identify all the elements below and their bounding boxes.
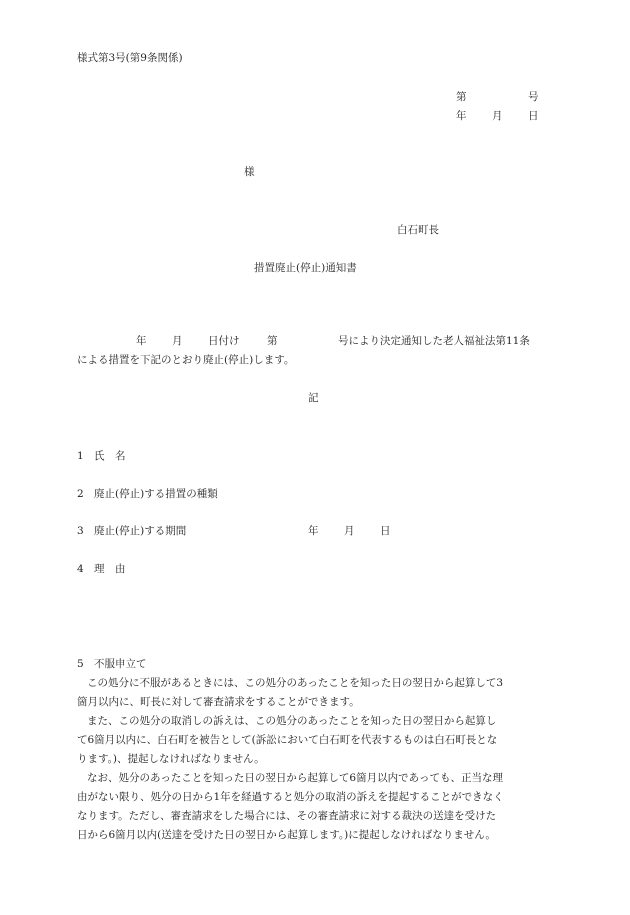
body-line-2: による措置を下記のとおり廃止(停止)します。	[77, 354, 295, 366]
date-day: 日	[528, 110, 539, 122]
appeal-paragraph-1	[77, 674, 557, 712]
appeal-p2-line-2: て6箇月以内に、白石町を被告として(訴訟において白石町を代表するものは白石町長とな	[77, 734, 498, 746]
appeal-p2-line-3: ります。)、提起しなければなりません。	[77, 753, 265, 765]
appeal-p2-line-1: また、この処分の取消しの訴えは、この処分のあったことを知った日の翌日から起算し	[87, 715, 497, 727]
appeal-paragraph-2	[77, 712, 557, 769]
body-dai: 第	[267, 335, 278, 347]
body-month: 月	[172, 335, 183, 347]
page-title: 措置廃止(停止)通知書	[254, 262, 357, 274]
body-rest: 号により決定通知した老人福祉法第11条	[338, 335, 530, 347]
appeal-p3-line-2: 由がない限り、処分の日から1年を経過すると処分の取消の訴えを提起することができなく	[77, 791, 504, 803]
item-3-day: 日	[380, 525, 391, 537]
item-3-number: 3	[77, 525, 84, 537]
item-1-label: 氏 名	[94, 450, 126, 462]
appeal-p1-line-2: 箇月以内に、町長に対して審査請求をすることができます。	[77, 696, 360, 708]
appeal-number: 5	[77, 658, 84, 670]
appeal-p1-line-1: この処分に不服があるときには、この処分のあったことを知った日の翌日から起算して3	[87, 677, 504, 689]
item-3-label: 廃止(停止)する期間	[94, 525, 187, 537]
issuer: 白石町長	[397, 224, 439, 236]
item-1-number: 1	[77, 450, 84, 462]
appeal-p3-line-1: なお、処分のあったことを知った日の翌日から起算して6箇月以内であっても、正当な理	[87, 772, 503, 784]
ki-marker: 記	[308, 392, 319, 404]
date-year: 年	[456, 110, 467, 122]
item-3-year: 年	[308, 525, 319, 537]
body-year: 年	[136, 335, 147, 347]
appeal-p3-line-3: なります。ただし、審査請求をした場合には、その審査請求に対する裁決の送達を受けた	[77, 810, 497, 822]
body-dated: 日付け	[208, 335, 240, 347]
form-label: 様式第3号(第9条関係)	[77, 52, 183, 64]
item-3-month: 月	[344, 525, 355, 537]
item-2-label: 廃止(停止)する措置の種類	[94, 488, 218, 500]
date-month: 月	[492, 110, 503, 122]
appeal-paragraph-3	[77, 769, 557, 845]
document-number-prefix: 第	[456, 91, 467, 103]
appeal-heading: 不服申立て	[94, 658, 147, 670]
item-4-number: 4	[77, 563, 84, 575]
item-2-number: 2	[77, 488, 84, 500]
appeal-p3-line-4: 日から6箇月以内(送達を受けた日の翌日から起算します。)に提起しなければなりません。	[77, 829, 496, 841]
document-number-suffix: 号	[528, 91, 539, 103]
recipient-suffix: 様	[244, 166, 255, 178]
item-4-label: 理 由	[94, 563, 126, 575]
